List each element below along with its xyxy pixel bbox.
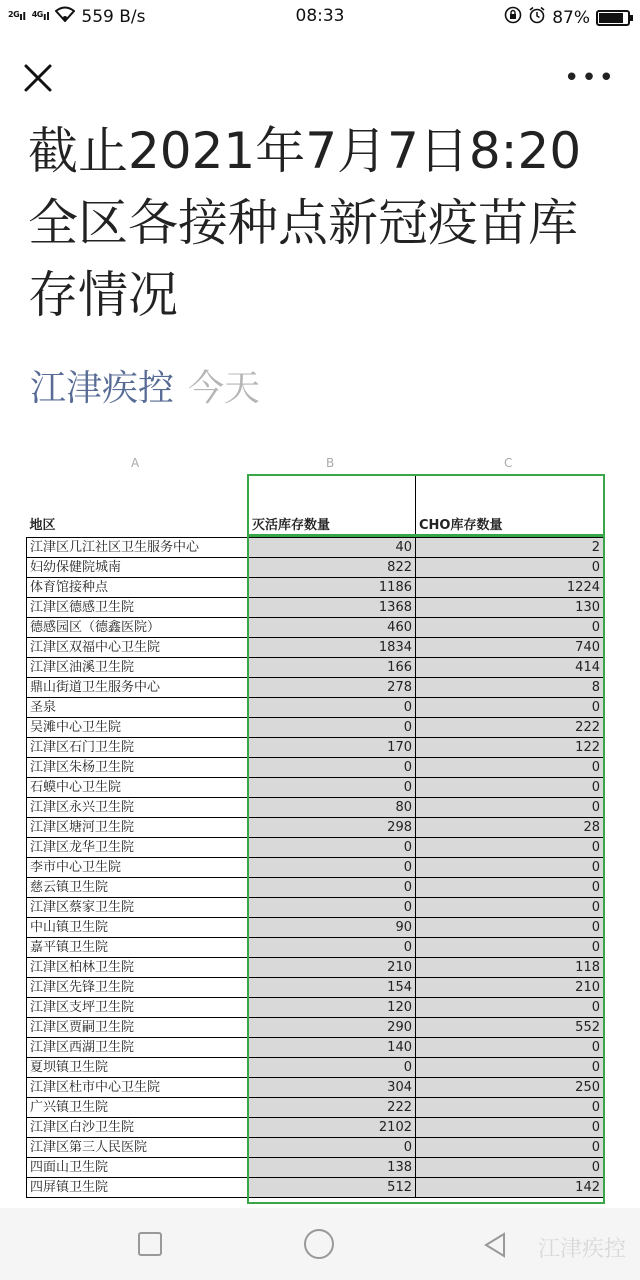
inactivated-stock-cell: 40 (249, 538, 416, 558)
signal-icon: $^{2G}$ıl (8, 10, 26, 23)
table-row (27, 758, 604, 778)
spreadsheet-image (26, 452, 616, 1212)
table-row (27, 978, 604, 998)
home-button[interactable] (304, 1229, 334, 1259)
inactivated-stock-cell: 0 (249, 898, 416, 918)
inactivated-stock-cell: 304 (249, 1078, 416, 1098)
region-cell: 李市中心卫生院 (27, 858, 249, 878)
cho-stock-cell: 0 (416, 878, 604, 898)
nav-bar (0, 40, 640, 120)
column-letters (26, 456, 616, 474)
region-cell: 江津区双福中心卫生院 (27, 638, 249, 658)
region-cell: 嘉平镇卫生院 (27, 938, 249, 958)
status-right (504, 6, 630, 29)
article-title: 截止2021年7月7日8:20全区各接种点新冠疫苗库存情况 (28, 122, 582, 324)
table-row (27, 898, 604, 918)
lock-rotation-icon (504, 6, 522, 29)
cho-stock-cell: 142 (416, 1178, 604, 1198)
inactivated-stock-cell: 512 (249, 1178, 416, 1198)
column-letter-c: C (504, 456, 513, 470)
table-row (27, 1058, 604, 1078)
inactivated-stock-cell: 1186 (249, 578, 416, 598)
cho-stock-cell: 0 (416, 1158, 604, 1178)
region-cell: 江津区先锋卫生院 (27, 978, 249, 998)
cho-stock-cell: 0 (416, 1118, 604, 1138)
cho-stock-cell: 1224 (416, 578, 604, 598)
table-row (27, 1138, 604, 1158)
cho-stock-cell: 0 (416, 698, 604, 718)
inactivated-stock-cell: 166 (249, 658, 416, 678)
cho-stock-cell: 0 (416, 1058, 604, 1078)
column-letter-a: A (131, 456, 140, 470)
region-cell: 德感园区（德鑫医院） (27, 618, 249, 638)
inactivated-stock-cell: 222 (249, 1098, 416, 1118)
table-row (27, 1018, 604, 1038)
header-inactivated-stock: 灭活库存数量 (249, 475, 416, 538)
region-cell: 四面山卫生院 (27, 1158, 249, 1178)
region-cell: 江津区永兴卫生院 (27, 798, 249, 818)
cho-stock-cell: 552 (416, 1018, 604, 1038)
close-button[interactable] (20, 60, 56, 96)
inactivated-stock-cell: 0 (249, 838, 416, 858)
region-cell: 江津区德感卫生院 (27, 598, 249, 618)
inactivated-stock-cell: 0 (249, 878, 416, 898)
inactivated-stock-cell: 290 (249, 1018, 416, 1038)
inactivated-stock-cell: 210 (249, 958, 416, 978)
region-cell: 江津区塘河卫生院 (27, 818, 249, 838)
region-cell: 慈云镇卫生院 (27, 878, 249, 898)
region-cell: 石蟆中心卫生院 (27, 778, 249, 798)
table-body (27, 538, 604, 1198)
header-cho-stock: CHO库存数量 (416, 475, 604, 538)
close-icon (20, 60, 56, 96)
region-cell: 四屏镇卫生院 (27, 1178, 249, 1198)
inactivated-stock-cell: 80 (249, 798, 416, 818)
cho-stock-cell: 2 (416, 538, 604, 558)
cho-stock-cell: 210 (416, 978, 604, 998)
watermark: 江津疾控 (537, 1237, 626, 1262)
table-row (27, 698, 604, 718)
cho-stock-cell: 250 (416, 1078, 604, 1098)
inactivated-stock-cell: 120 (249, 998, 416, 1018)
region-cell: 体育馆接种点 (27, 578, 249, 598)
table-row (27, 938, 604, 958)
table-row (27, 818, 604, 838)
cho-stock-cell: 414 (416, 658, 604, 678)
status-bar (0, 0, 640, 36)
region-cell: 妇幼保健院城南 (27, 558, 249, 578)
inactivated-stock-cell: 0 (249, 938, 416, 958)
region-cell: 吴滩中心卫生院 (27, 718, 249, 738)
inactivated-stock-cell: 0 (249, 1138, 416, 1158)
inactivated-stock-cell: 170 (249, 738, 416, 758)
table-row (27, 918, 604, 938)
region-cell: 江津区第三人民医院 (27, 1138, 249, 1158)
region-cell: 江津区几江社区卫生服务中心 (27, 538, 249, 558)
inactivated-stock-cell: 138 (249, 1158, 416, 1178)
table-row (27, 658, 604, 678)
region-cell: 江津区白沙卫生院 (27, 1118, 249, 1138)
cho-stock-cell: 0 (416, 1038, 604, 1058)
cho-stock-cell: 0 (416, 558, 604, 578)
table-row (27, 598, 604, 618)
table-row (27, 858, 604, 878)
inactivated-stock-cell: 0 (249, 778, 416, 798)
region-cell: 江津区石门卫生院 (27, 738, 249, 758)
region-cell: 夏坝镇卫生院 (27, 1058, 249, 1078)
signal-icon-2: $^{4G}$ıl (31, 10, 50, 23)
system-nav-bar (0, 1208, 640, 1280)
inactivated-stock-cell: 0 (249, 718, 416, 738)
region-cell: 中山镇卫生院 (27, 918, 249, 938)
table-row (27, 738, 604, 758)
region-cell: 江津区杜市中心卫生院 (27, 1078, 249, 1098)
table-row (27, 1078, 604, 1098)
cho-stock-cell: 0 (416, 858, 604, 878)
table-row (27, 1098, 604, 1118)
cho-stock-cell: 0 (416, 798, 604, 818)
inactivated-stock-cell: 140 (249, 1038, 416, 1058)
more-button[interactable]: ••• (563, 63, 616, 93)
cho-stock-cell: 0 (416, 938, 604, 958)
cho-stock-cell: 8 (416, 678, 604, 698)
inactivated-stock-cell: 0 (249, 858, 416, 878)
region-cell: 江津区油溪卫生院 (27, 658, 249, 678)
status-time: 08:33 (295, 6, 345, 26)
table-row (27, 838, 604, 858)
region-cell: 江津区龙华卫生院 (27, 838, 249, 858)
table-row (27, 558, 604, 578)
inactivated-stock-cell: 298 (249, 818, 416, 838)
region-cell: 鼎山街道卫生服务中心 (27, 678, 249, 698)
table-row (27, 1158, 604, 1178)
alarm-icon (528, 6, 546, 29)
table-row (27, 958, 604, 978)
table-row (27, 718, 604, 738)
inactivated-stock-cell: 0 (249, 698, 416, 718)
battery-level (599, 13, 623, 23)
table-row (27, 638, 604, 658)
article-meta (30, 360, 260, 411)
table-row (27, 998, 604, 1018)
stock-table (26, 474, 604, 1198)
cho-stock-cell: 0 (416, 918, 604, 938)
region-cell: 江津区柏林卫生院 (27, 958, 249, 978)
inactivated-stock-cell: 1834 (249, 638, 416, 658)
inactivated-stock-cell: 0 (249, 758, 416, 778)
net-speed: 559 B/s (81, 6, 146, 27)
cho-stock-cell: 0 (416, 838, 604, 858)
battery-percent: 87% (552, 7, 590, 28)
table-row (27, 1038, 604, 1058)
table-row (27, 1178, 604, 1198)
table-row (27, 778, 604, 798)
cho-stock-cell: 122 (416, 738, 604, 758)
inactivated-stock-cell: 90 (249, 918, 416, 938)
back-triangle-icon (480, 1230, 510, 1260)
inactivated-stock-cell: 2102 (249, 1118, 416, 1138)
region-cell: 江津区贾嗣卫生院 (27, 1018, 249, 1038)
column-letter-b: B (326, 456, 335, 470)
inactivated-stock-cell: 460 (249, 618, 416, 638)
region-cell: 江津区蔡家卫生院 (27, 898, 249, 918)
cho-stock-cell: 0 (416, 778, 604, 798)
header-region: 地区 (27, 475, 249, 538)
inactivated-stock-cell: 0 (249, 1058, 416, 1078)
inactivated-stock-cell: 822 (249, 558, 416, 578)
cho-stock-cell: 222 (416, 718, 604, 738)
cho-stock-cell: 0 (416, 618, 604, 638)
cho-stock-cell: 28 (416, 818, 604, 838)
region-cell: 江津区支坪卫生院 (27, 998, 249, 1018)
region-cell: 广兴镇卫生院 (27, 1098, 249, 1118)
table-row (27, 798, 604, 818)
account-name-link[interactable]: 江津疾控 (30, 368, 175, 409)
cho-stock-cell: 0 (416, 998, 604, 1018)
region-cell: 江津区朱杨卫生院 (27, 758, 249, 778)
table-row (27, 678, 604, 698)
cho-stock-cell: 0 (416, 758, 604, 778)
table-row (27, 618, 604, 638)
cho-stock-cell: 118 (416, 958, 604, 978)
table-row (27, 578, 604, 598)
back-button[interactable] (480, 1230, 510, 1264)
table-row (27, 878, 604, 898)
cho-stock-cell: 0 (416, 1098, 604, 1118)
battery-icon (596, 10, 630, 26)
region-cell: 江津区西湖卫生院 (27, 1038, 249, 1058)
cho-stock-cell: 130 (416, 598, 604, 618)
table-row (27, 538, 604, 558)
publish-date: 今天 (188, 368, 261, 409)
inactivated-stock-cell: 278 (249, 678, 416, 698)
recent-apps-button[interactable] (138, 1232, 162, 1256)
cho-stock-cell: 0 (416, 898, 604, 918)
header-row (27, 475, 604, 538)
inactivated-stock-cell: 154 (249, 978, 416, 998)
inactivated-stock-cell: 1368 (249, 598, 416, 618)
region-cell: 圣泉 (27, 698, 249, 718)
cho-stock-cell: 0 (416, 1138, 604, 1158)
cho-stock-cell: 740 (416, 638, 604, 658)
table-row (27, 1118, 604, 1138)
